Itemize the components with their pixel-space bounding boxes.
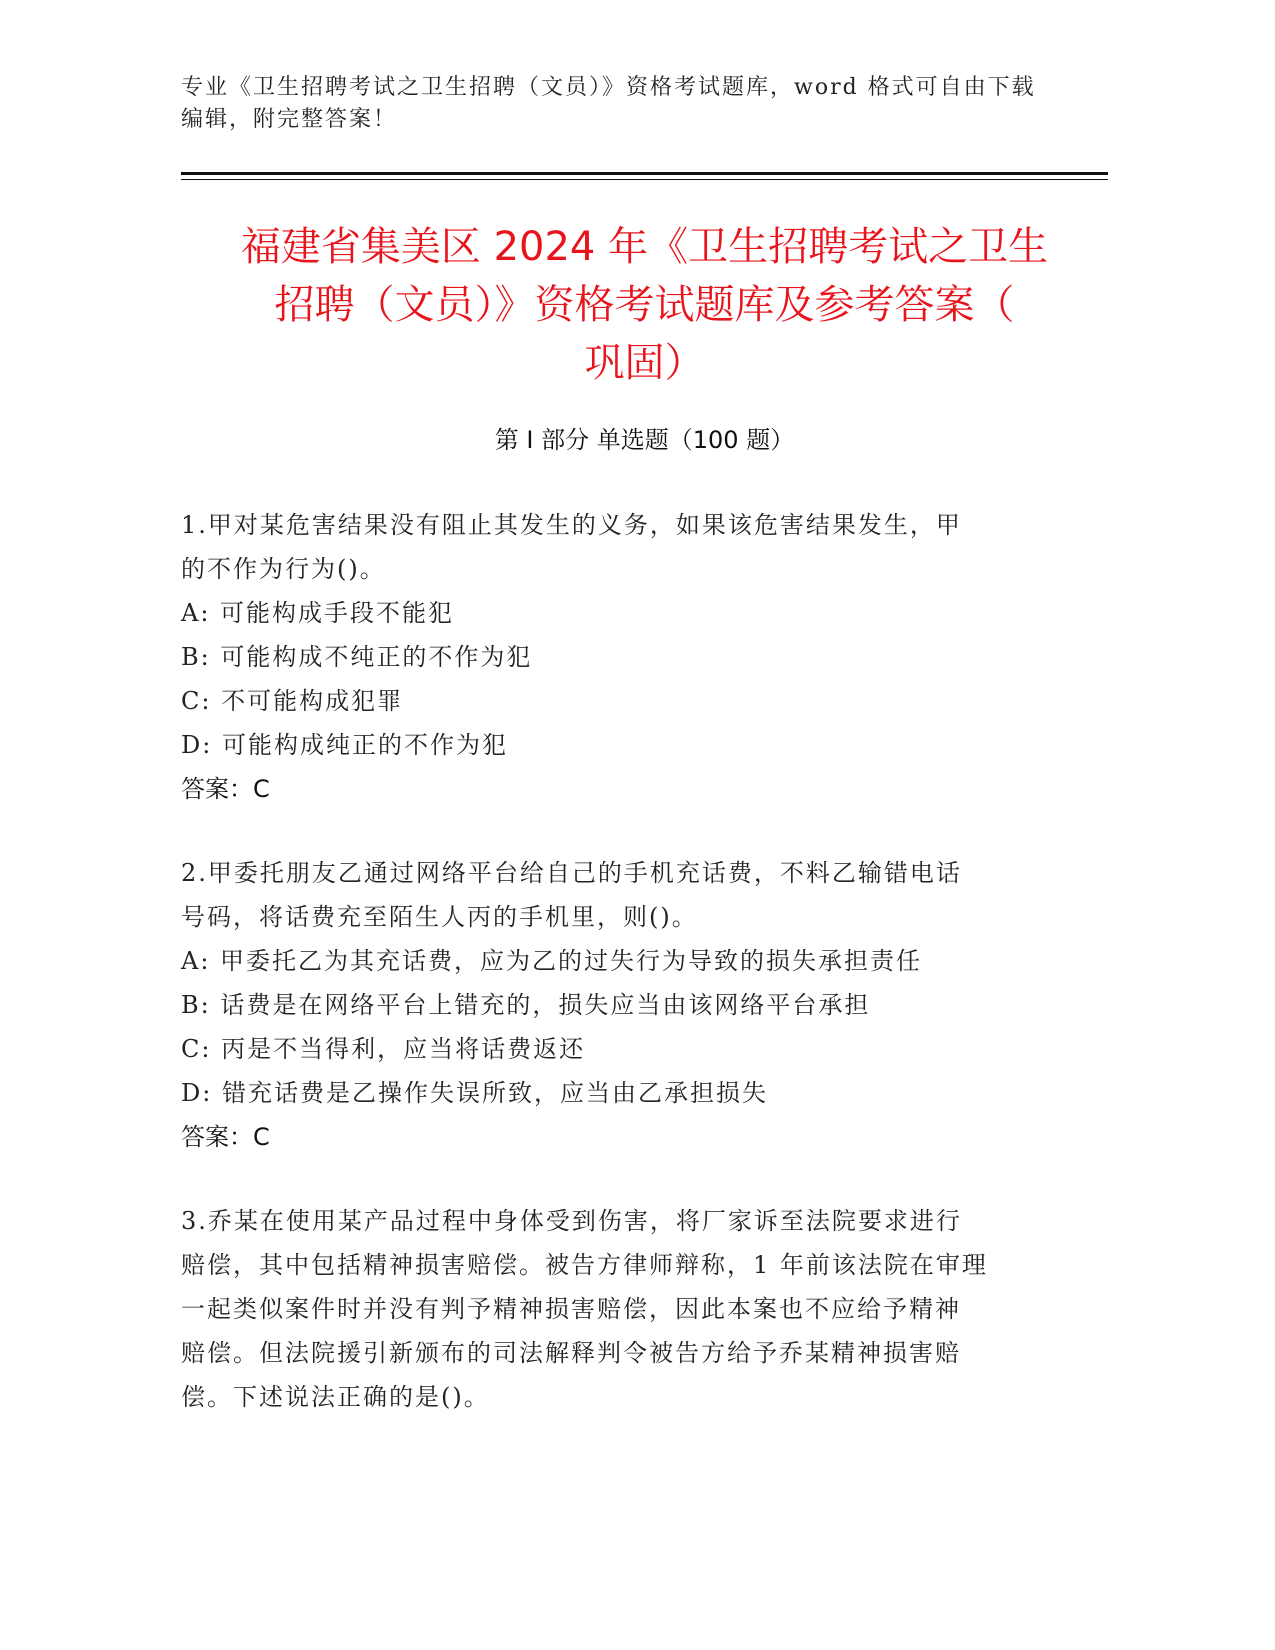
option-c: C: 丙是不当得利，应当将话费返还: [181, 1035, 586, 1063]
question-stem: 偿。下述说法正确的是()。: [181, 1383, 490, 1411]
option-a: A: 可能构成手段不能犯: [181, 599, 455, 627]
option-d: D: 错充话费是乙操作失误所致，应当由乙承担损失: [181, 1079, 768, 1107]
question-stem: 的不作为行为()。: [181, 555, 386, 583]
option-b: B: 话费是在网络平台上错充的，损失应当由该网络平台承担: [181, 991, 871, 1019]
header-note: [181, 72, 1081, 136]
question-stem: 赔偿。但法院援引新颁布的司法解释判令被告方给予乔某精神损害赔: [181, 1339, 961, 1367]
header-note-line: 编辑，附完整答案！: [181, 107, 398, 132]
option-a: A: 甲委托乙为其充话费，应为乙的过失行为导致的损失承担责任: [181, 947, 923, 975]
document-title: [181, 218, 1108, 392]
question-stem: 3.乔某在使用某产品过程中身体受到伤害，将厂家诉至法院要求进行: [181, 1207, 962, 1235]
title-line: 招聘（文员）》资格考试题库及参考答案（: [274, 282, 1015, 328]
header-note-line: 专业《卫生招聘考试之卫生招聘（文员）》资格考试题库，word 格式可自由下载: [181, 75, 1036, 100]
option-c: C: 不可能构成犯罪: [181, 687, 404, 715]
question-stem: 1.甲对某危害结果没有阻止其发生的义务，如果该危害结果发生，甲: [181, 511, 962, 539]
header-divider-thick: [181, 172, 1108, 175]
question-2: [181, 851, 1041, 1159]
question-stem: 号码，将话费充至陌生人丙的手机里，则()。: [181, 903, 698, 931]
question-stem: 2.甲委托朋友乙通过网络平台给自己的手机充话费，不料乙输错电话: [181, 859, 962, 887]
question-3: [181, 1199, 1041, 1419]
option-b: B: 可能构成不纯正的不作为犯: [181, 643, 533, 671]
title-line: 巩固）: [584, 340, 705, 386]
option-d: D: 可能构成纯正的不作为犯: [181, 731, 508, 759]
question-stem: 一起类似案件时并没有判予精神损害赔偿，因此本案也不应给予精神: [181, 1295, 961, 1323]
question-1: [181, 503, 1041, 811]
section-title: 第 I 部分 单选题（100 题）: [494, 426, 795, 454]
answer: 答案：C: [181, 1123, 270, 1151]
answer: 答案：C: [181, 775, 270, 803]
title-line: 福建省集美区 2024 年《卫生招聘考试之卫生: [240, 224, 1049, 270]
header-divider-thin: [181, 179, 1108, 180]
question-stem: 赔偿，其中包括精神损害赔偿。被告方律师辩称，1 年前该法院在审理: [181, 1251, 988, 1279]
